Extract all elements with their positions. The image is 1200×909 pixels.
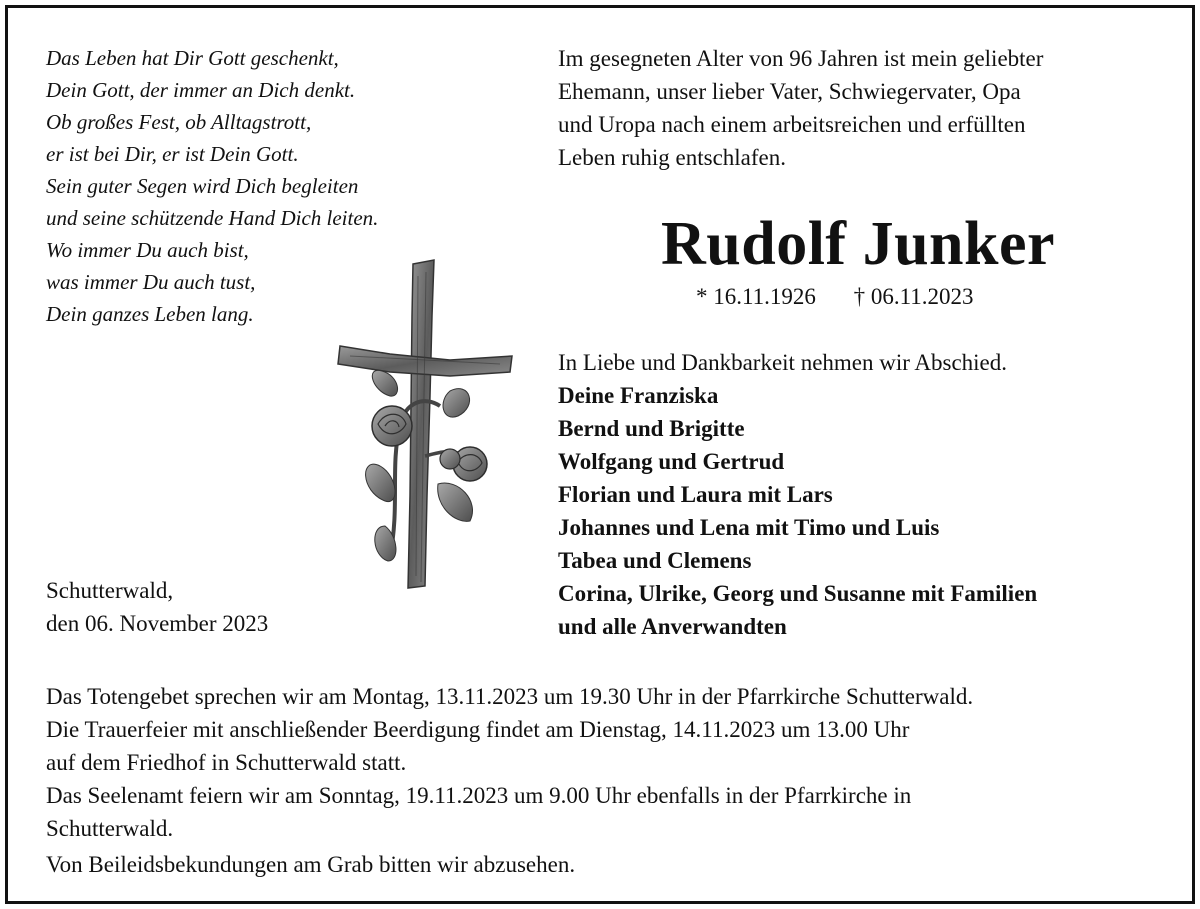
family-member: Johannes und Lena mit Timo und Luis (558, 515, 940, 540)
intro-line: Leben ruhig entschlafen. (558, 145, 786, 170)
details-line: Das Totengebet sprechen wir am Montag, 13.11.2023 um 19.30 Uhr in der Pfarrkirche Schutterwald. (46, 684, 974, 709)
town: Schutterwald, (46, 578, 174, 603)
service-details (46, 680, 1176, 845)
life-dates (696, 280, 1116, 314)
poem-line: Wo immer Du auch bist, (46, 238, 249, 262)
place-and-date (46, 574, 446, 640)
farewell-text: In Liebe und Dankbarkeit nehmen wir Abschied. (558, 350, 1008, 375)
family-member: Bernd und Brigitte (558, 416, 745, 441)
details-line: Schutterwald. (46, 816, 174, 841)
family-member: Florian und Laura mit Lars (558, 482, 833, 507)
family-member: Deine Franziska (558, 383, 719, 408)
poem-line: Ob großes Fest, ob Alltagstrott, (46, 110, 312, 134)
family-member: und alle Anverwandten (558, 614, 787, 639)
poem-line: Das Leben hat Dir Gott geschenkt, (46, 46, 339, 70)
intro-line: Ehemann, unser lieber Vater, Schwiegervater, Opa (558, 79, 1021, 104)
family-list (558, 379, 1188, 643)
poem-line: er ist bei Dir, er ist Dein Gott. (46, 142, 299, 166)
cross-with-roses-icon (330, 256, 520, 596)
death-date: † 06.11.2023 (853, 284, 974, 309)
family-member: Tabea und Clemens (558, 548, 752, 573)
notice-date: den 06. November 2023 (46, 611, 269, 636)
intro-text (558, 42, 1178, 174)
closing-note: Von Beileidsbekundungen am Grab bitten wir abzusehen. (46, 852, 576, 877)
birth-date: * 16.11.1926 (696, 284, 816, 309)
intro-line: Im gesegneten Alter von 96 Jahren ist mein geliebter (558, 46, 1044, 71)
poem-line: Dein ganzes Leben lang. (46, 302, 254, 326)
obituary-frame (5, 5, 1195, 904)
details-line: auf dem Friedhof in Schutterwald statt. (46, 750, 407, 775)
details-line: Das Seelenamt feiern wir am Sonntag, 19.11.2023 um 9.00 Uhr ebenfalls in der Pfarrkirche in (46, 783, 912, 808)
details-line: Die Trauerfeier mit anschließender Beerdigung findet am Dienstag, 14.11.2023 um 13.00 Uhr (46, 717, 910, 742)
poem-line: und seine schützende Hand Dich leiten. (46, 206, 379, 230)
deceased-name: Rudolf Junker (660, 210, 1056, 278)
intro-line: und Uropa nach einem arbeitsreichen und erfüllten (558, 112, 1026, 137)
poem-line: was immer Du auch tust, (46, 270, 256, 294)
poem-line: Dein Gott, der immer an Dich denkt. (46, 78, 356, 102)
family-member: Wolfgang und Gertrud (558, 449, 785, 474)
poem-line: Sein guter Segen wird Dich begleiten (46, 174, 359, 198)
family-member: Corina, Ulrike, Georg und Susanne mit Familien (558, 581, 1038, 606)
